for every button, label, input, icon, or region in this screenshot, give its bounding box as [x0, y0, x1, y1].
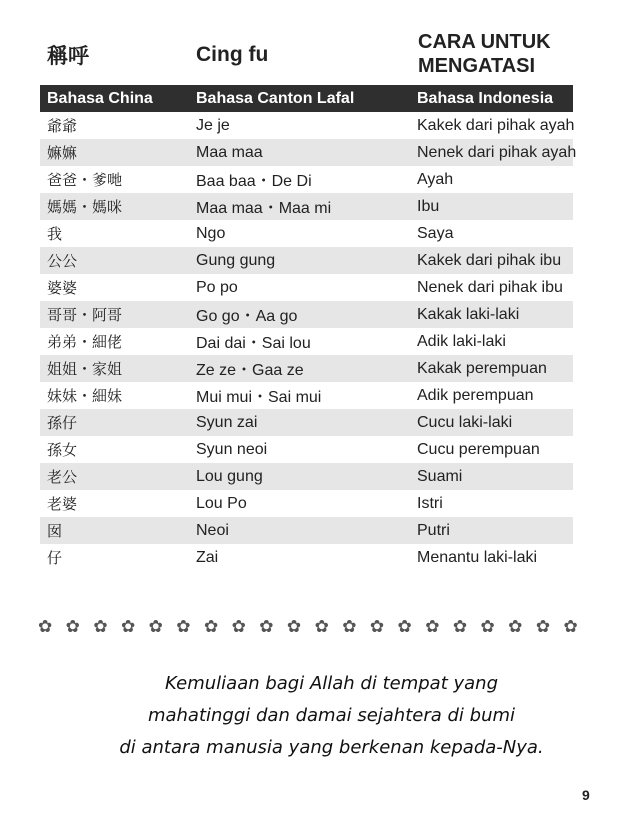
cell-cantonese: Gung gung [196, 251, 276, 269]
cell-cantonese: Maa maa [196, 143, 263, 161]
cell-cantonese: Je je [196, 116, 230, 134]
cell-chinese: 爸爸・爹哋 [47, 171, 123, 189]
cell-cantonese: Neoi [196, 521, 229, 539]
verse-line: Kemuliaan bagi Allah di tempat yang [164, 673, 499, 694]
cell-cantonese: Mui mui・Sai mui [196, 389, 322, 406]
column-header-indonesian: Bahasa Indonesia [417, 89, 554, 107]
table-row [40, 517, 573, 544]
cell-indonesian: Nenek dari pihak ayah [417, 143, 577, 161]
flower-icon: ✿ [93, 617, 108, 637]
cell-cantonese: Dai dai・Sai lou [196, 335, 311, 352]
cell-indonesian: Kakak laki-laki [417, 305, 520, 323]
cell-cantonese: Syun zai [196, 413, 258, 431]
cell-indonesian: Kakak perempuan [417, 359, 547, 377]
cell-chinese: 孫女 [47, 441, 78, 459]
cell-indonesian: Cucu perempuan [417, 440, 540, 458]
flower-icon: ✿ [120, 617, 136, 637]
table-row [40, 463, 573, 490]
table-row [40, 355, 573, 382]
cell-chinese: 爺爺 [47, 117, 78, 135]
flower-icon: ✿ [425, 617, 440, 637]
flower-icon: ✿ [508, 617, 523, 637]
cell-chinese: 婆婆 [47, 279, 78, 297]
cell-chinese: 仔 [47, 549, 63, 567]
table-row [40, 220, 573, 247]
bible-verse [0, 668, 633, 764]
cell-chinese: 囡 [47, 522, 63, 540]
cell-cantonese: Ze ze・Gaa ze [196, 362, 304, 379]
cell-indonesian: Cucu laki-laki [417, 413, 513, 431]
page-number: 9 [582, 787, 590, 803]
flower-divider [38, 617, 578, 637]
flower-icon: ✿ [452, 617, 468, 637]
flower-icon: ✿ [397, 617, 412, 637]
flower-icon: ✿ [342, 617, 357, 637]
table-row [40, 112, 573, 139]
table-header-row [40, 85, 573, 112]
cell-indonesian: Putri [417, 521, 450, 539]
cell-chinese: 妹妹・細妹 [47, 387, 123, 405]
cell-indonesian: Suami [417, 467, 463, 485]
flower-icon: ✿ [480, 617, 495, 637]
cell-chinese: 嫲嫲 [47, 144, 78, 162]
cell-indonesian: Nenek dari pihak ibu [417, 278, 563, 296]
table-row [40, 490, 573, 517]
verse-line: di antara manusia yang berkenan kepada-Nya. [119, 737, 544, 758]
cell-indonesian: Saya [417, 224, 454, 242]
cell-chinese: 哥哥・阿哥 [47, 306, 123, 324]
table-row [40, 247, 573, 274]
flower-icon: ✿ [563, 617, 578, 637]
table-row [40, 166, 573, 193]
table-row [40, 328, 573, 355]
cell-indonesian: Ayah [417, 170, 454, 188]
cell-chinese: 老婆 [47, 495, 78, 513]
flower-icon: ✿ [176, 617, 191, 637]
cell-chinese: 公公 [47, 252, 78, 270]
cell-chinese: 老公 [47, 468, 78, 486]
cell-indonesian: Kakek dari pihak ayah [417, 116, 575, 134]
cell-chinese: 弟弟・細佬 [47, 333, 123, 351]
table-row [40, 544, 573, 571]
cell-indonesian: Istri [417, 494, 443, 512]
cell-cantonese: Po po [196, 278, 238, 296]
flower-icon: ✿ [286, 617, 302, 637]
column-header-chinese: Bahasa China [47, 89, 153, 107]
verse-line: mahatinggi dan damai sejahtera di bumi [147, 705, 516, 726]
header-cantonese: Cing fu [196, 43, 269, 66]
flower-icon: ✿ [314, 617, 329, 637]
cell-cantonese: Lou gung [196, 467, 263, 485]
cell-cantonese: Lou Po [196, 494, 247, 512]
table-row [40, 409, 573, 436]
flower-icon: ✿ [369, 617, 385, 637]
cell-cantonese: Go go・Aa go [196, 308, 298, 325]
flower-icon: ✿ [259, 617, 274, 637]
cell-indonesian: Menantu laki-laki [417, 548, 538, 566]
cell-indonesian: Ibu [417, 197, 440, 215]
flower-icon: ✿ [231, 617, 246, 637]
cell-cantonese: Syun neoi [196, 440, 268, 458]
table-row [40, 301, 573, 328]
cell-indonesian: Adik perempuan [417, 386, 534, 404]
header-chinese: 稱呼 [47, 44, 89, 68]
flower-icon: ✿ [535, 617, 551, 637]
header-indonesian [418, 30, 618, 78]
flower-icon: ✿ [38, 617, 53, 637]
table-row [40, 139, 577, 166]
kinship-table [40, 85, 577, 571]
table-row [40, 274, 573, 301]
cell-indonesian: Adik laki-laki [417, 332, 506, 350]
cell-chinese: 姐姐・家姐 [47, 360, 123, 378]
cell-cantonese: Ngo [196, 224, 226, 242]
flower-icon: ✿ [148, 617, 163, 637]
cell-chinese: 孫仔 [47, 414, 78, 432]
cell-chinese: 媽媽・媽咪 [47, 198, 123, 216]
column-header-cantonese: Bahasa Canton Lafal [196, 89, 355, 107]
cell-chinese: 我 [47, 225, 63, 243]
cell-indonesian: Kakek dari pihak ibu [417, 251, 562, 269]
table-row [40, 193, 573, 220]
table-body [40, 112, 577, 571]
flower-icon: ✿ [65, 617, 80, 637]
cell-cantonese: Maa maa・Maa mi [196, 200, 332, 217]
header-indonesian-line2: MENGATASI [418, 55, 536, 77]
cell-cantonese: Baa baa・De Di [196, 173, 312, 190]
cell-cantonese: Zai [196, 548, 219, 566]
flower-icon: ✿ [203, 617, 219, 637]
table-row [40, 436, 573, 463]
header-indonesian-line1: CARA UNTUK [418, 31, 551, 53]
table-row [40, 382, 573, 409]
